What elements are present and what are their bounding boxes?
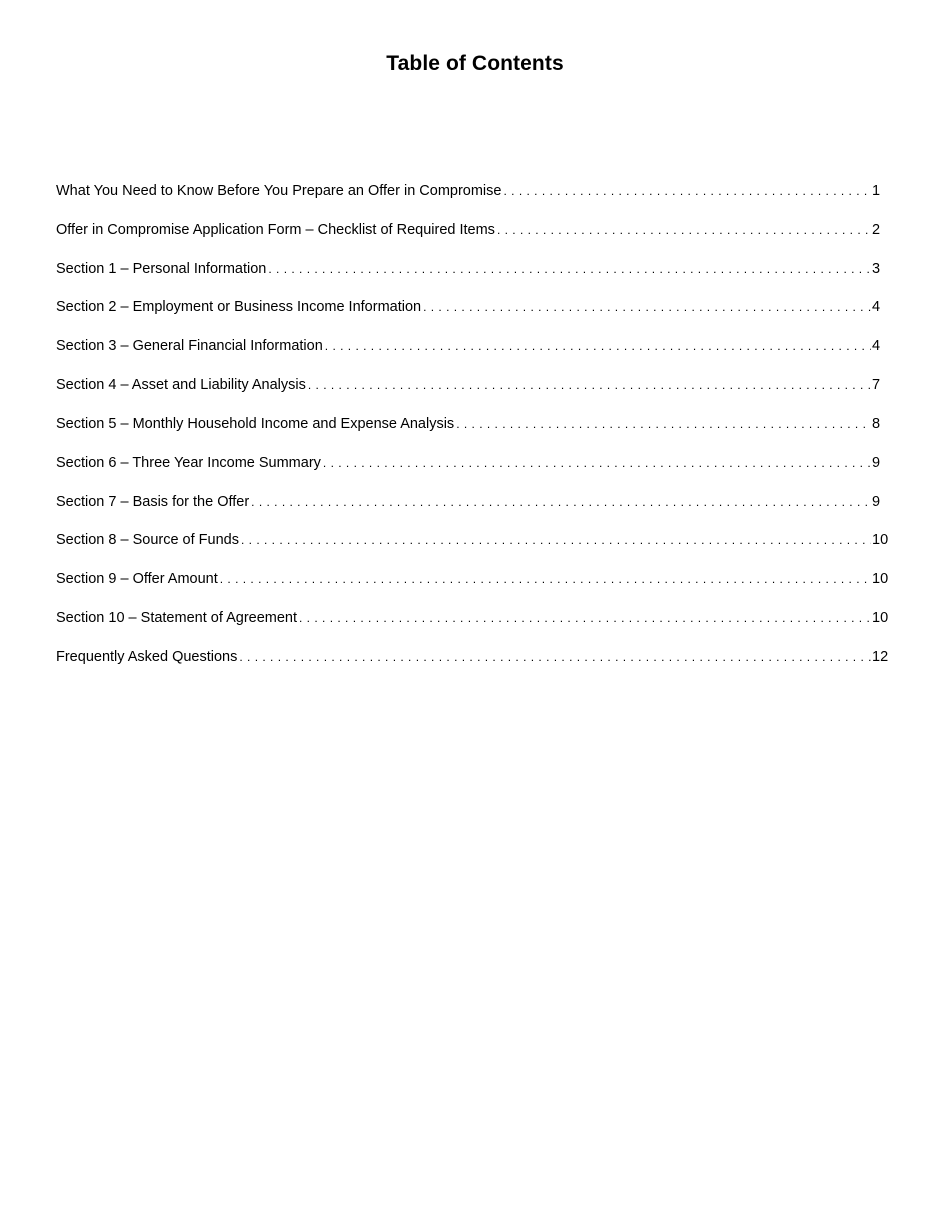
toc-entry-label: Section 6 – Three Year Income Summary <box>56 454 321 471</box>
toc-entry-what-you-need-to-know[interactable] <box>56 162 890 201</box>
toc-entry-label: Section 9 – Offer Amount <box>56 571 218 588</box>
toc-entry-section-9[interactable] <box>56 550 890 589</box>
toc-entry-page-number: 4 <box>872 338 881 355</box>
dot-leader <box>220 570 871 589</box>
toc-entry-label: Section 10 – Statement of Agreement <box>56 610 298 627</box>
dot-leader <box>299 609 871 628</box>
toc-entry-section-10[interactable] <box>56 589 890 628</box>
toc-entry-page-number: 10 <box>872 610 889 627</box>
toc-entry-label: Section 3 – General Financial Information <box>56 338 323 355</box>
toc-entry-checklist[interactable] <box>56 201 890 240</box>
dot-leader <box>503 182 871 201</box>
dot-leader <box>497 221 871 240</box>
toc-entry-faq[interactable] <box>56 628 890 667</box>
toc-entry-page-number: 3 <box>872 260 881 277</box>
toc-entry-page-number: 7 <box>872 377 881 394</box>
toc-entry-label: What You Need to Know Before You Prepare an Offer in Compromise <box>56 182 502 199</box>
dot-leader <box>456 415 871 434</box>
toc-entry-label: Section 8 – Source of Funds <box>56 532 239 549</box>
toc-entry-page-number: 10 <box>872 532 889 549</box>
dot-leader <box>268 260 871 279</box>
dot-leader <box>239 648 871 667</box>
toc-entry-section-3[interactable] <box>56 317 890 356</box>
toc-entry-section-1[interactable] <box>56 240 890 279</box>
toc-entry-label: Section 4 – Asset and Liability Analysis <box>56 377 306 394</box>
toc-entry-section-7[interactable] <box>56 473 890 512</box>
toc-entry-label: Frequently Asked Questions <box>56 648 238 665</box>
dot-leader <box>323 454 871 473</box>
dot-leader <box>423 298 871 317</box>
toc-entry-section-6[interactable] <box>56 434 890 473</box>
toc-entry-label: Section 1 – Personal Information <box>56 260 267 277</box>
toc-entry-page-number: 10 <box>872 571 889 588</box>
toc-entry-page-number: 12 <box>872 648 889 665</box>
page-title: Table of Contents <box>386 52 564 75</box>
toc-entry-label: Offer in Compromise Application Form – Checklist of Required Items <box>56 221 495 238</box>
dot-leader <box>241 531 871 550</box>
dot-leader <box>251 493 871 512</box>
toc-entry-label: Section 7 – Basis for the Offer <box>56 493 250 510</box>
toc-entry-section-2[interactable] <box>56 279 890 318</box>
toc-entry-label: Section 5 – Monthly Household Income and Expense Analysis <box>56 415 455 432</box>
dot-leader <box>308 376 871 395</box>
toc-entry-page-number: 9 <box>872 454 881 471</box>
toc-entry-label: Section 2 – Employment or Business Income Information <box>56 299 422 316</box>
toc-entry-section-4[interactable] <box>56 356 890 395</box>
toc-entry-page-number: 4 <box>872 299 881 316</box>
toc-entry-page-number: 8 <box>872 415 881 432</box>
toc-entry-page-number: 9 <box>872 493 881 510</box>
toc-entry-section-5[interactable] <box>56 395 890 434</box>
toc-entry-page-number: 2 <box>872 221 881 238</box>
dot-leader <box>325 337 871 356</box>
toc-entry-page-number: 1 <box>872 182 881 199</box>
table-of-contents <box>56 162 890 667</box>
toc-entry-section-8[interactable] <box>56 512 890 551</box>
